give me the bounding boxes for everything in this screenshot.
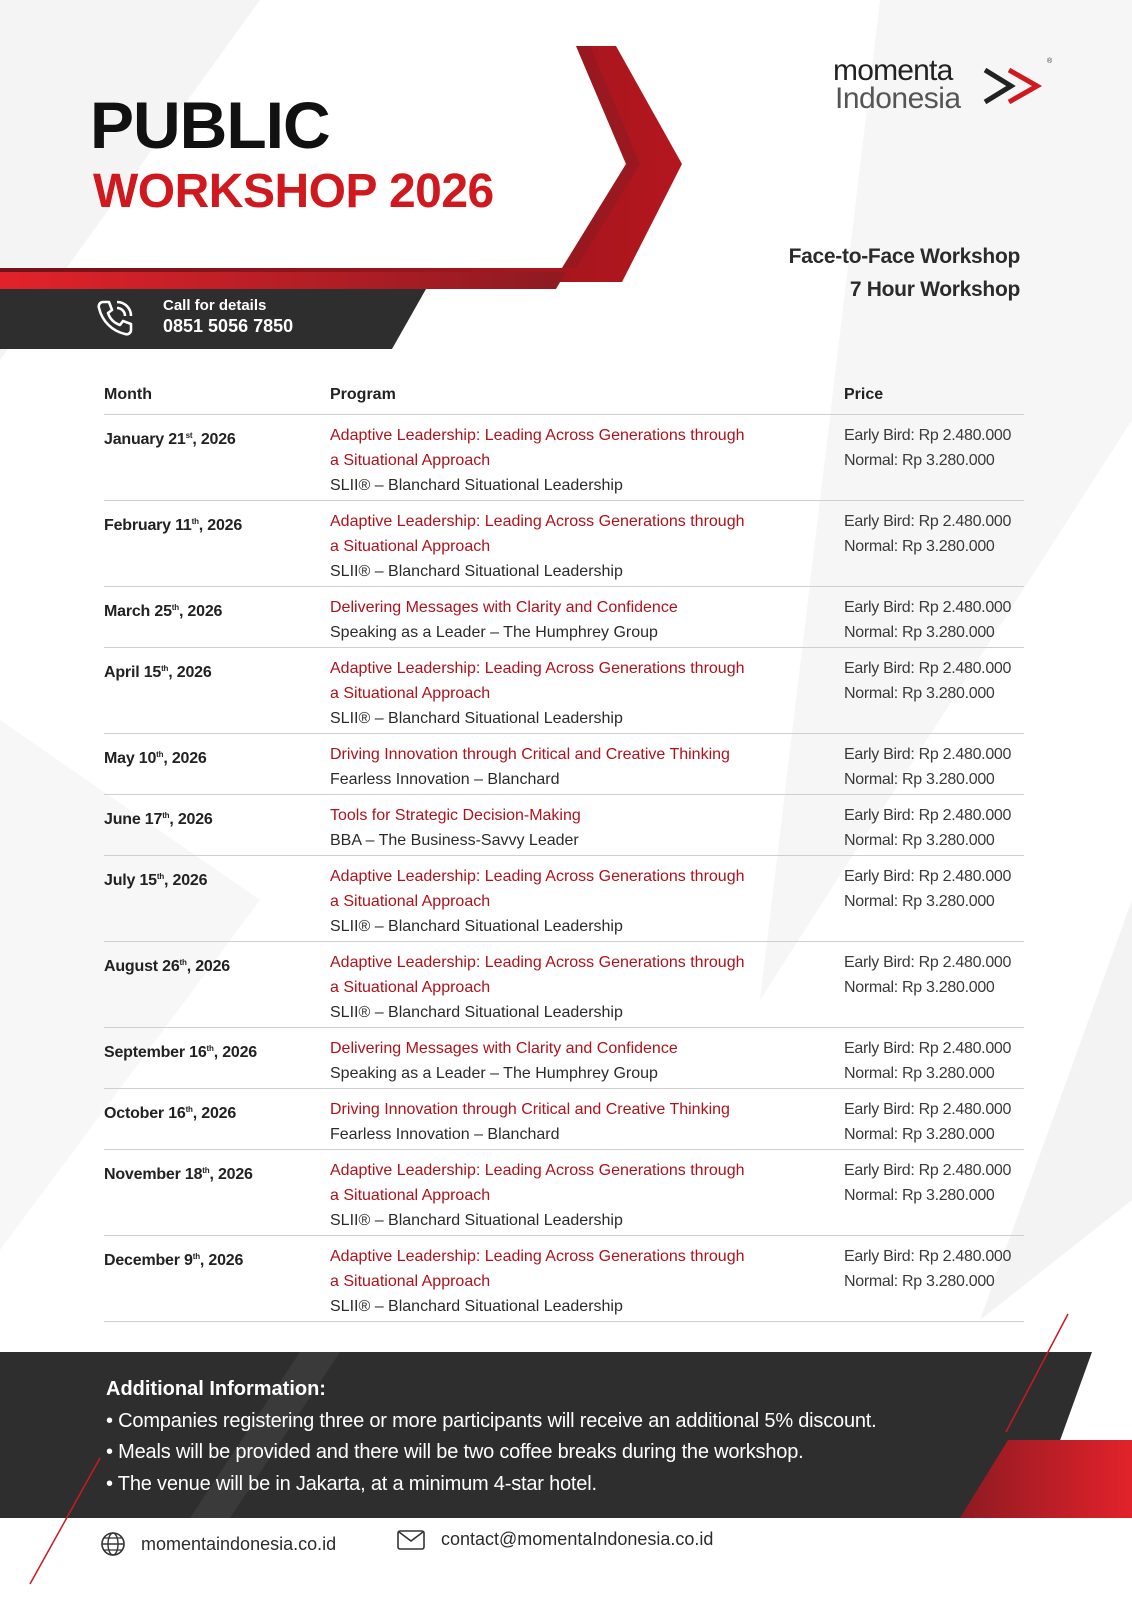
row-program <box>330 1036 800 1086</box>
program-provider: BBA – The Business-Savvy Leader <box>330 832 579 849</box>
program-title: Delivering Messages with Clarity and Confidence <box>330 1040 678 1057</box>
program-title: Adaptive Leadership: Leading Across Generations through <box>330 1162 745 1179</box>
row-program <box>330 656 800 731</box>
header-month: Month <box>104 386 152 403</box>
logo-word-momenta: momenta <box>833 54 953 87</box>
logo-word-indonesia: Indonesia <box>835 82 961 115</box>
momenta-logo <box>833 56 1073 118</box>
month-ordinal: th <box>162 811 170 820</box>
additional-info-heading: Additional Information: <box>106 1378 326 1400</box>
table-row <box>104 415 1024 501</box>
row-month <box>104 950 319 979</box>
row-price <box>844 803 1034 853</box>
schedule-table <box>104 376 1024 1322</box>
price-normal: Normal: Rp 3.280.000 <box>844 1273 995 1290</box>
month-year: , 2026 <box>192 1105 237 1122</box>
program-title-cont: a Situational Approach <box>330 452 491 469</box>
month-year: , 2026 <box>199 1252 244 1269</box>
month-year: , 2026 <box>209 1166 253 1183</box>
month-day: March 25 <box>104 603 172 620</box>
program-provider: SLII® – Blanchard Situational Leadership <box>330 563 623 580</box>
info-item: • The venue will be in Jakarta, at a minimum 4-star hotel. <box>106 1472 597 1495</box>
table-row <box>104 1150 1024 1236</box>
price-normal: Normal: Rp 3.280.000 <box>844 979 995 996</box>
header-price: Price <box>844 386 884 403</box>
month-year: , 2026 <box>169 811 213 828</box>
month-year: , 2026 <box>198 517 243 534</box>
header-red-band <box>0 272 566 289</box>
month-day: June 17 <box>104 811 163 828</box>
program-title: Adaptive Leadership: Leading Across Generations through <box>330 1248 745 1265</box>
month-day: September 16 <box>104 1044 207 1061</box>
table-row <box>104 1236 1024 1322</box>
row-price <box>844 1036 1034 1086</box>
additional-info <box>106 1374 877 1500</box>
row-month <box>104 1158 319 1187</box>
row-price <box>844 1244 1034 1294</box>
mail-icon <box>397 1530 425 1550</box>
table-header <box>104 376 1024 415</box>
row-price <box>844 656 1034 706</box>
price-early-bird: Early Bird: Rp 2.480.000 <box>844 660 1012 677</box>
row-program <box>330 1097 800 1147</box>
price-early-bird: Early Bird: Rp 2.480.000 <box>844 1101 1012 1118</box>
month-ordinal: st <box>185 431 193 440</box>
month-year: , 2026 <box>163 750 207 767</box>
table-row <box>104 587 1024 648</box>
row-month <box>104 1244 319 1273</box>
program-title: Adaptive Leadership: Leading Across Generations through <box>330 954 745 971</box>
table-row <box>104 734 1024 795</box>
month-ordinal: th <box>156 872 165 881</box>
table-row <box>104 648 1024 734</box>
month-ordinal: th <box>192 1252 200 1261</box>
row-program <box>330 950 800 1025</box>
price-early-bird: Early Bird: Rp 2.480.000 <box>844 1040 1012 1057</box>
table-row <box>104 1028 1024 1089</box>
program-provider: Speaking as a Leader – The Humphrey Group <box>330 624 658 641</box>
program-title-cont: a Situational Approach <box>330 1187 491 1204</box>
row-price <box>844 595 1034 645</box>
program-title: Adaptive Leadership: Leading Across Generations through <box>330 868 745 885</box>
row-program <box>330 509 800 584</box>
row-month <box>104 509 319 538</box>
program-title-cont: a Situational Approach <box>330 538 491 555</box>
month-year: , 2026 <box>164 872 208 889</box>
program-title: Adaptive Leadership: Leading Across Generations through <box>330 427 745 444</box>
globe-icon <box>100 1531 126 1557</box>
title-public: PUBLIC <box>90 88 330 162</box>
month-ordinal: th <box>185 1105 193 1114</box>
row-price <box>844 950 1034 1000</box>
website-link[interactable]: momentaindonesia.co.id <box>141 1534 337 1554</box>
row-program <box>330 864 800 939</box>
month-day: February 11 <box>104 517 192 534</box>
phone-number[interactable]: 0851 5056 7850 <box>163 316 294 336</box>
month-day: July 15 <box>104 872 157 889</box>
price-early-bird: Early Bird: Rp 2.480.000 <box>844 513 1012 530</box>
table-row <box>104 795 1024 856</box>
program-title: Driving Innovation through Critical and Creative Thinking <box>330 1101 730 1118</box>
program-provider: Fearless Innovation – Blanchard <box>330 1126 560 1143</box>
month-ordinal: th <box>206 1044 214 1053</box>
table-row <box>104 856 1024 942</box>
month-day: October 16 <box>104 1105 186 1122</box>
row-price <box>844 742 1034 792</box>
table-row <box>104 1089 1024 1150</box>
program-title: Driving Innovation through Critical and Creative Thinking <box>330 746 730 763</box>
program-provider: SLII® – Blanchard Situational Leadership <box>330 710 623 727</box>
month-year: , 2026 <box>178 603 223 620</box>
program-title-cont: a Situational Approach <box>330 685 491 702</box>
month-ordinal: th <box>202 1166 210 1175</box>
price-early-bird: Early Bird: Rp 2.480.000 <box>844 807 1012 824</box>
program-title-cont: a Situational Approach <box>330 1273 491 1290</box>
row-month <box>104 423 319 452</box>
month-year: , 2026 <box>213 1044 257 1061</box>
month-day: April 15 <box>104 664 162 681</box>
email-link[interactable]: contact@momentaIndonesia.co.id <box>441 1529 714 1549</box>
row-price <box>844 509 1034 559</box>
price-normal: Normal: Rp 3.280.000 <box>844 452 995 469</box>
price-normal: Normal: Rp 3.280.000 <box>844 624 995 641</box>
program-provider: SLII® – Blanchard Situational Leadership <box>330 1298 623 1315</box>
row-program <box>330 423 800 498</box>
program-provider: SLII® – Blanchard Situational Leadership <box>330 918 623 935</box>
row-program <box>330 803 800 853</box>
price-normal: Normal: Rp 3.280.000 <box>844 832 995 849</box>
price-normal: Normal: Rp 3.280.000 <box>844 1126 995 1143</box>
price-early-bird: Early Bird: Rp 2.480.000 <box>844 599 1012 616</box>
month-day: December 9 <box>104 1252 193 1269</box>
price-normal: Normal: Rp 3.280.000 <box>844 893 995 910</box>
month-year: , 2026 <box>186 958 230 975</box>
logo-registered: ® <box>1047 58 1053 65</box>
info-item: • Companies registering three or more participants will receive an additional 5% discount. <box>106 1409 877 1432</box>
workshop-format <box>789 240 1020 306</box>
row-price <box>844 864 1034 914</box>
price-early-bird: Early Bird: Rp 2.480.000 <box>844 427 1012 444</box>
month-day: August 26 <box>104 958 180 975</box>
program-title-cont: a Situational Approach <box>330 893 491 910</box>
month-year: , 2026 <box>192 431 236 448</box>
program-title: Delivering Messages with Clarity and Confidence <box>330 599 678 616</box>
row-program <box>330 1158 800 1233</box>
program-provider: Fearless Innovation – Blanchard <box>330 771 560 788</box>
program-provider: SLII® – Blanchard Situational Leadership <box>330 1212 623 1229</box>
table-row <box>104 501 1024 587</box>
row-month <box>104 656 319 685</box>
price-early-bird: Early Bird: Rp 2.480.000 <box>844 868 1012 885</box>
program-title: Adaptive Leadership: Leading Across Generations through <box>330 513 745 530</box>
price-normal: Normal: Rp 3.280.000 <box>844 685 995 702</box>
row-month <box>104 864 319 893</box>
price-normal: Normal: Rp 3.280.000 <box>844 1187 995 1204</box>
price-early-bird: Early Bird: Rp 2.480.000 <box>844 1162 1012 1179</box>
price-normal: Normal: Rp 3.280.000 <box>844 1065 995 1082</box>
row-month <box>104 803 319 832</box>
month-ordinal: th <box>191 517 199 526</box>
row-month <box>104 595 319 624</box>
month-ordinal: th <box>171 603 179 612</box>
price-early-bird: Early Bird: Rp 2.480.000 <box>844 1248 1012 1265</box>
price-early-bird: Early Bird: Rp 2.480.000 <box>844 746 1012 763</box>
month-year: , 2026 <box>168 664 212 681</box>
month-day: May 10 <box>104 750 157 767</box>
row-program <box>330 595 800 645</box>
month-ordinal: th <box>179 958 187 967</box>
row-program <box>330 742 800 792</box>
month-day: November 18 <box>104 1166 203 1183</box>
program-provider: SLII® – Blanchard Situational Leadership <box>330 1004 623 1021</box>
price-normal: Normal: Rp 3.280.000 <box>844 538 995 555</box>
row-price <box>844 1158 1034 1208</box>
program-provider: Speaking as a Leader – The Humphrey Group <box>330 1065 658 1082</box>
row-program <box>330 1244 800 1319</box>
month-ordinal: th <box>156 750 164 759</box>
month-ordinal: th <box>161 664 169 673</box>
title-workshop-2026: WORKSHOP 2026 <box>93 165 494 218</box>
row-price <box>844 1097 1034 1147</box>
format-duration: 7 Hour Workshop <box>849 278 1020 301</box>
row-month <box>104 1036 319 1065</box>
row-month <box>104 1097 319 1126</box>
program-title: Tools for Strategic Decision-Making <box>330 807 581 824</box>
price-normal: Normal: Rp 3.280.000 <box>844 771 995 788</box>
info-item: • Meals will be provided and there will be two coffee breaks during the workshop. <box>106 1441 804 1463</box>
table-row <box>104 942 1024 1028</box>
call-label: Call for details <box>163 297 267 314</box>
row-month <box>104 742 319 771</box>
header-program: Program <box>330 386 396 403</box>
phone-icon <box>93 296 137 340</box>
program-provider: SLII® – Blanchard Situational Leadership <box>330 477 623 494</box>
month-day: January 21 <box>104 431 186 448</box>
format-face-to-face: Face-to-Face Workshop <box>788 245 1020 268</box>
program-title-cont: a Situational Approach <box>330 979 491 996</box>
program-title: Adaptive Leadership: Leading Across Generations through <box>330 660 745 677</box>
price-early-bird: Early Bird: Rp 2.480.000 <box>844 954 1012 971</box>
logo-chevrons-icon <box>981 66 1047 106</box>
row-price <box>844 423 1034 473</box>
table-body <box>104 415 1024 1322</box>
